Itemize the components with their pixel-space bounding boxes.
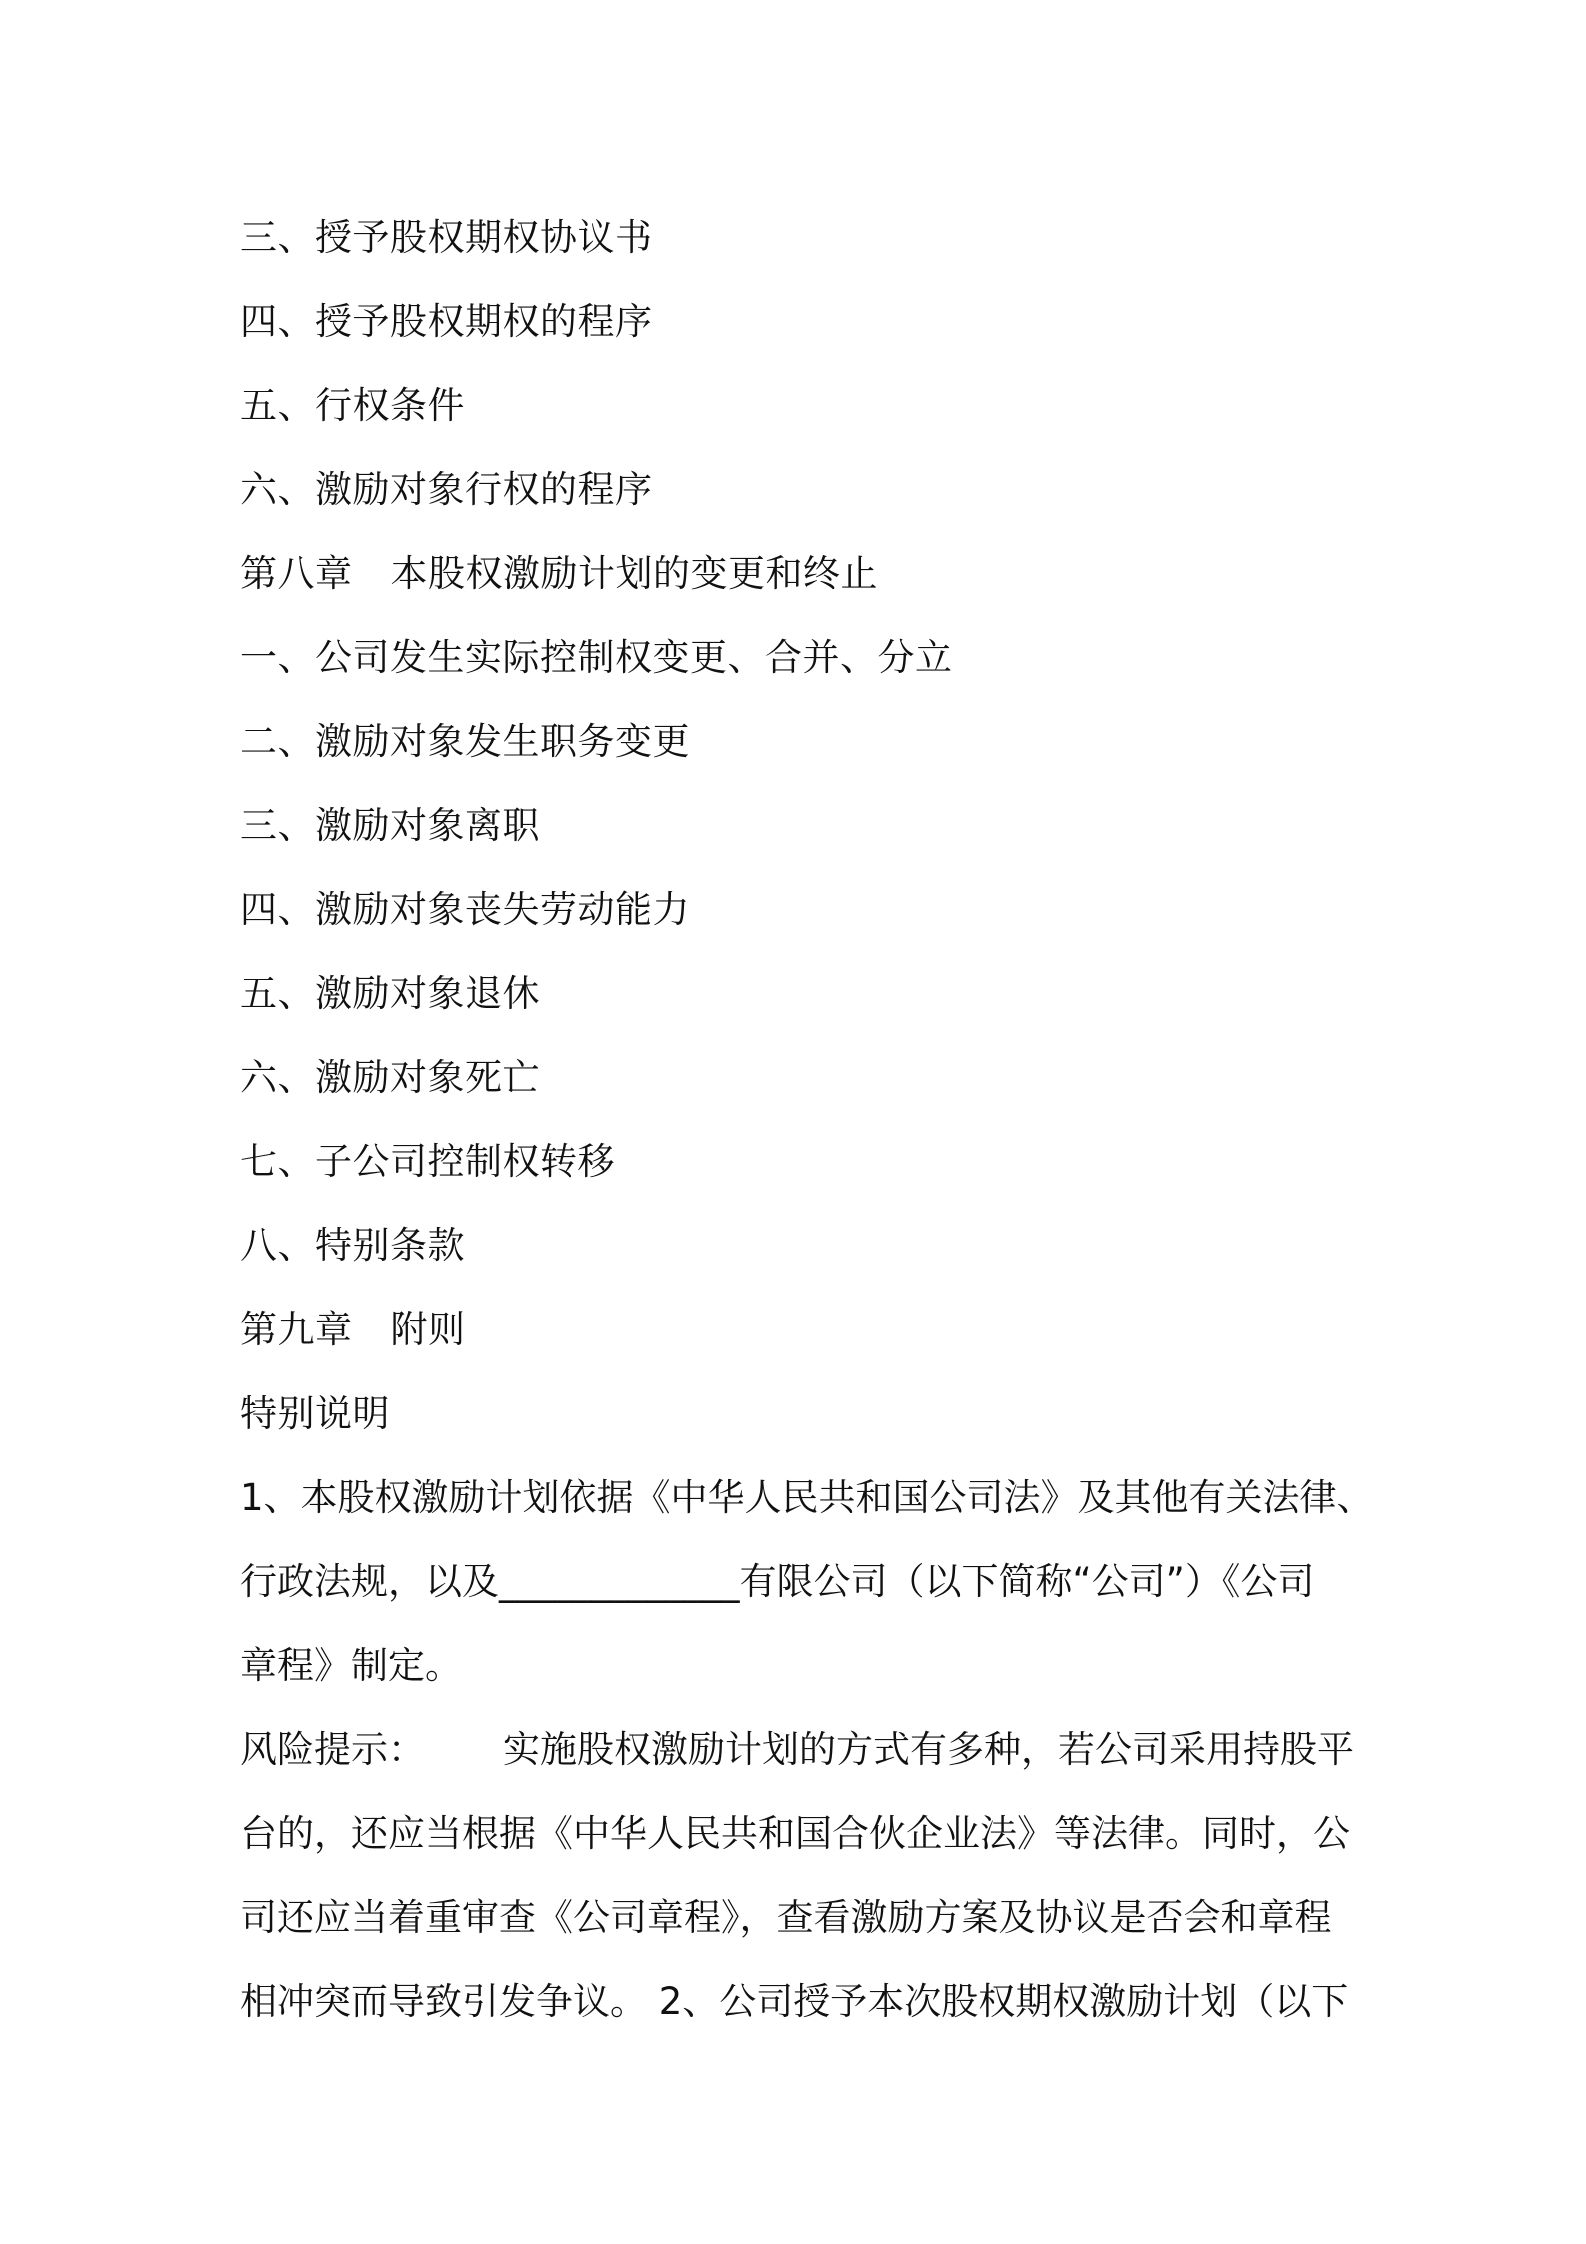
toc-item: 三、授予股权期权协议书 <box>240 216 653 259</box>
toc-item: 一、公司发生实际控制权变更、合并、分立 <box>240 636 953 679</box>
toc-item: 四、激励对象丧失劳动能力 <box>240 888 690 931</box>
paragraph-line: 台的，还应当根据《中华人民共和国合伙企业法》等法律。同时，公 <box>240 1812 1350 1855</box>
toc-item: 六、激励对象行权的程序 <box>240 468 653 511</box>
paragraph-line: 1、本股权激励计划依据《中华人民共和国公司法》及其他有关法律、 <box>240 1476 1374 1519</box>
toc-item: 八、特别条款 <box>240 1224 465 1267</box>
paragraph-line: 章程》制定。 <box>240 1644 462 1687</box>
chapter-heading <box>240 1288 1370 1372</box>
risk-text: 实施股权激励计划的方式有多种，若公司采用持股平 <box>503 1728 1354 1771</box>
toc-item: 七、子公司控制权转移 <box>240 1140 615 1183</box>
chapter-title: 附则 <box>390 1308 466 1351</box>
risk-label: 风险提示： <box>240 1728 425 1771</box>
toc-item: 二、激励对象发生职务变更 <box>240 720 690 763</box>
chapter-number: 第九章 <box>240 1308 353 1351</box>
paragraph-line: 行政法规，以及_____________有限公司（以下简称“公司”）《公司 <box>240 1560 1315 1603</box>
paragraph-line: 相冲突而导致引发争议。 2、公司授予本次股权期权激励计划（以下 <box>240 1980 1349 2023</box>
chapter-number: 第八章 <box>240 552 353 595</box>
chapter-heading <box>240 532 1370 616</box>
chapter-title: 本股权激励计划的变更和终止 <box>390 552 878 595</box>
section-heading: 特别说明 <box>240 1392 390 1435</box>
toc-item: 四、授予股权期权的程序 <box>240 300 653 343</box>
document-body <box>240 196 1374 2044</box>
toc-item: 三、激励对象离职 <box>240 804 540 847</box>
paragraph-line: 司还应当着重审查《公司章程》，查看激励方案及协议是否会和章程 <box>240 1896 1332 1939</box>
toc-item: 六、激励对象死亡 <box>240 1056 540 1099</box>
toc-item: 五、激励对象退休 <box>240 972 540 1015</box>
toc-item: 五、行权条件 <box>240 384 465 427</box>
risk-first-line <box>240 1708 1370 1792</box>
